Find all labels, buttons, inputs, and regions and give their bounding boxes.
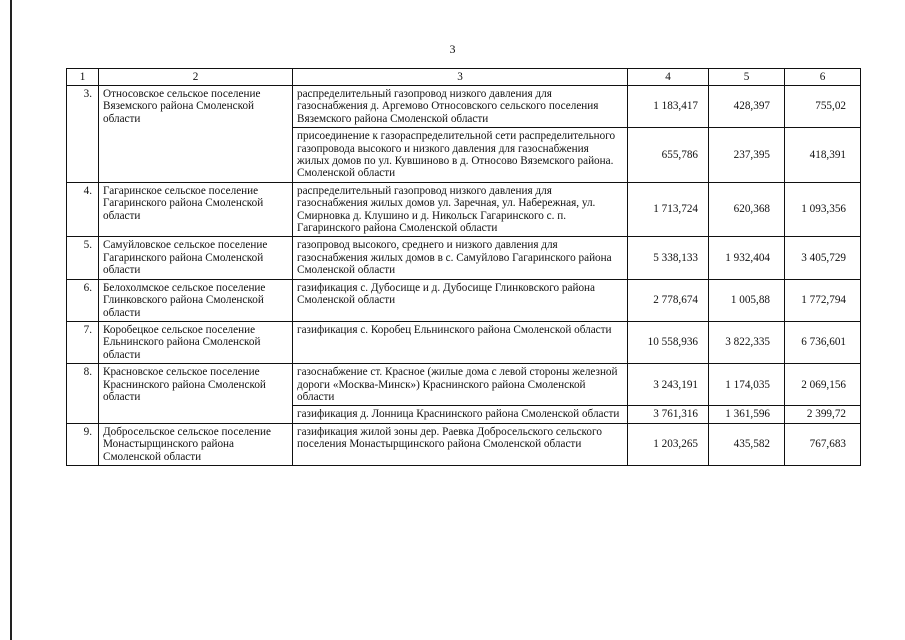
amount-cell-c5: 620,368 bbox=[709, 182, 785, 237]
amount-cell-c6: 767,683 bbox=[785, 423, 861, 465]
settlement-name-cell: Гагаринское сельское поселение Гагаринского района Смоленской области bbox=[99, 182, 293, 237]
project-description-cell: газификация с. Коробец Ельнинского района Смоленской области bbox=[293, 321, 628, 363]
row-number-cell: 3. bbox=[67, 86, 99, 183]
row-number-cell: 4. bbox=[67, 182, 99, 237]
amount-cell-c6: 2 069,156 bbox=[785, 364, 861, 406]
amount-cell-c6: 1 772,794 bbox=[785, 279, 861, 321]
amount-cell-c4: 655,786 bbox=[628, 128, 709, 183]
amount-cell-c5: 237,395 bbox=[709, 128, 785, 183]
amount-cell-c6: 1 093,356 bbox=[785, 182, 861, 237]
amount-cell-c4: 5 338,133 bbox=[628, 237, 709, 279]
project-description-cell: газификация с. Дубосище и д. Дубосище Глинковского района Смоленской области bbox=[293, 279, 628, 321]
settlement-name-cell: Добросельское сельское поселение Монастырщинского района Смоленской области bbox=[99, 423, 293, 465]
settlement-name-cell: Самуйловское сельское поселение Гагаринского района Смоленской области bbox=[99, 237, 293, 279]
amount-cell-c5: 1 005,88 bbox=[709, 279, 785, 321]
table-row bbox=[67, 321, 861, 363]
header-cell: 2 bbox=[99, 69, 293, 86]
row-number-cell: 9. bbox=[67, 423, 99, 465]
table-row bbox=[67, 86, 861, 128]
row-number-cell: 7. bbox=[67, 321, 99, 363]
header-cell: 1 bbox=[67, 69, 99, 86]
settlement-name-cell: Коробецкое сельское поселение Ельнинского района Смоленской области bbox=[99, 321, 293, 363]
amount-cell-c5: 435,582 bbox=[709, 423, 785, 465]
amount-cell-c4: 1 713,724 bbox=[628, 182, 709, 237]
amount-cell-c5: 1 361,596 bbox=[709, 406, 785, 423]
amount-cell-c4: 10 558,936 bbox=[628, 321, 709, 363]
table-row bbox=[67, 423, 861, 465]
project-description-cell: газоснабжение ст. Красное (жилые дома с левой стороны железной дороги «Москва-Минск») Краснинского района Смоленской области bbox=[293, 364, 628, 406]
project-description-cell: газификация д. Лонница Краснинского района Смоленской области bbox=[293, 406, 628, 423]
settlement-name-cell: Относовское сельское поселение Вяземского района Смоленской области bbox=[99, 86, 293, 183]
amount-cell-c6: 6 736,601 bbox=[785, 321, 861, 363]
table-row bbox=[67, 364, 861, 406]
row-number-cell: 8. bbox=[67, 364, 99, 424]
gas-projects-table bbox=[66, 68, 861, 466]
amount-cell-c6: 3 405,729 bbox=[785, 237, 861, 279]
amount-cell-c4: 1 203,265 bbox=[628, 423, 709, 465]
amount-cell-c6: 2 399,72 bbox=[785, 406, 861, 423]
table-header-row bbox=[67, 69, 861, 86]
scan-edge-bar bbox=[10, 0, 12, 640]
amount-cell-c4: 2 778,674 bbox=[628, 279, 709, 321]
amount-cell-c6: 418,391 bbox=[785, 128, 861, 183]
amount-cell-c5: 428,397 bbox=[709, 86, 785, 128]
settlement-name-cell: Белохолмское сельское поселение Глинковского района Смоленской области bbox=[99, 279, 293, 321]
amount-cell-c4: 1 183,417 bbox=[628, 86, 709, 128]
header-cell: 5 bbox=[709, 69, 785, 86]
amount-cell-c4: 3 761,316 bbox=[628, 406, 709, 423]
row-number-cell: 5. bbox=[67, 237, 99, 279]
amount-cell-c6: 755,02 bbox=[785, 86, 861, 128]
amount-cell-c5: 3 822,335 bbox=[709, 321, 785, 363]
header-cell: 4 bbox=[628, 69, 709, 86]
project-description-cell: газификация жилой зоны дер. Раевка Добросельского сельского поселения Монастырщинского района Смоленской области bbox=[293, 423, 628, 465]
table-row bbox=[67, 237, 861, 279]
project-description-cell: присоединение к газораспределительной сети распределительного газопровода высокого и низкого давления для газоснабжения жилых домов по ул. Кувшиново в д. Относово Вяземского района. Смоленской области bbox=[293, 128, 628, 183]
project-description-cell: распределительный газопровод низкого давления для газоснабжения жилых домов ул. Заречная, ул. Набережная, ул. Смирновка д. Клушино и д. Никольск Гагаринского с. п. Гагаринского района Смоленской области bbox=[293, 182, 628, 237]
page-number: 3 bbox=[449, 42, 456, 56]
project-description-cell: распределительный газопровод низкого давления для газоснабжения д. Аргемово Относовского сельского поселения Вяземского района Смоленской области bbox=[293, 86, 628, 128]
settlement-name-cell: Красновское сельское поселение Краснинского района Смоленской области bbox=[99, 364, 293, 424]
header-cell: 6 bbox=[785, 69, 861, 86]
header-cell: 3 bbox=[293, 69, 628, 86]
amount-cell-c5: 1 174,035 bbox=[709, 364, 785, 406]
amount-cell-c5: 1 932,404 bbox=[709, 237, 785, 279]
amount-cell-c4: 3 243,191 bbox=[628, 364, 709, 406]
row-number-cell: 6. bbox=[67, 279, 99, 321]
project-description-cell: газопровод высокого, среднего и низкого давления для газоснабжения жилых домов в с. Самуйлово Гагаринского района Смоленской области bbox=[293, 237, 628, 279]
table-row bbox=[67, 279, 861, 321]
table-row bbox=[67, 182, 861, 237]
